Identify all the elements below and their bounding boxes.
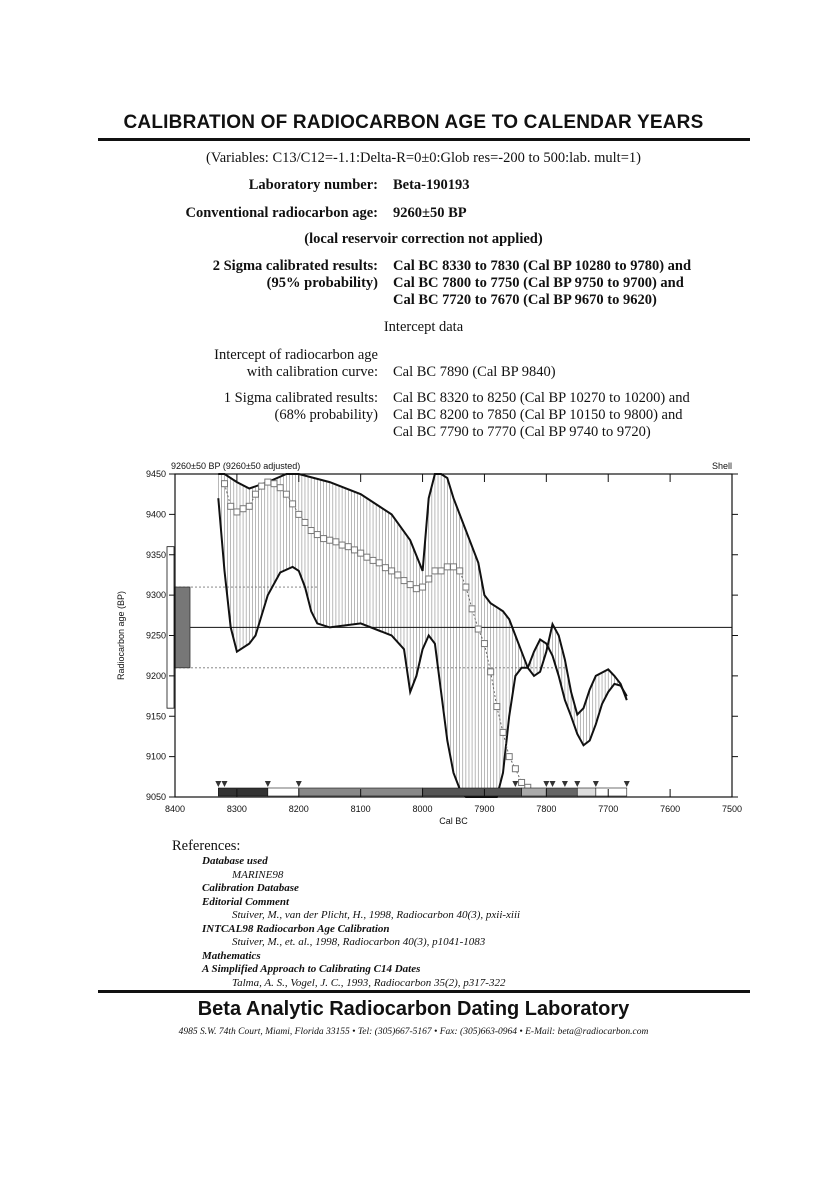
sigma2-label: 2 Sigma calibrated results: (212, 258, 378, 274)
y-tick-label: 9250 (145, 630, 166, 641)
y-tick-label: 9400 (145, 509, 166, 520)
calibration-point (240, 506, 246, 512)
range-marker (296, 781, 302, 787)
calibration-point (401, 578, 407, 584)
x-tick-label: 7900 (474, 804, 495, 814)
lab-name: Beta Analytic Radiocarbon Dating Laboratory (197, 998, 630, 1020)
calibration-point (376, 560, 382, 566)
calibration-point (246, 503, 252, 509)
conventional-age-value: 9260±50 BP (393, 205, 467, 221)
calibration-point (277, 485, 283, 491)
calibration-point (321, 536, 327, 542)
y-tick-label: 9200 (145, 670, 166, 681)
calibration-point (413, 586, 419, 592)
calendar-range-bar (596, 788, 627, 796)
reference-head: Mathematics (202, 949, 261, 962)
calendar-range-bar (423, 788, 522, 796)
range-marker (593, 781, 599, 787)
y-tick-label: 9300 (145, 590, 166, 601)
footer-rule (98, 990, 750, 993)
y-tick-label: 9150 (145, 711, 166, 722)
references-list (202, 855, 520, 990)
calibration-point (463, 584, 469, 590)
variables-line: (Variables: C13/C12=-1.1:Delta-R=0±0:Glob res=-200 to 500:lab. mult=1) (206, 150, 641, 166)
calendar-range-bar (268, 788, 299, 796)
calibration-point (407, 582, 413, 588)
calibration-point (444, 564, 450, 570)
lab-number-label: Laboratory number: (248, 177, 378, 193)
calibration-point (519, 779, 525, 785)
lab-address: 4985 S.W. 74th Court, Miami, Florida 33155 • Tel: (305)667-5167 • Fax: (305)663-0964 • E-Mail: beta@radiocarbon.com (178, 1027, 649, 1037)
y-tick-label: 9450 (145, 469, 166, 479)
calibration-point (494, 704, 500, 710)
lower-envelope-line (218, 498, 627, 797)
x-tick-label: 7500 (721, 804, 743, 814)
calibration-point (308, 528, 314, 534)
page-title: CALIBRATION OF RADIOCARBON AGE TO CALENDAR YEARS (123, 112, 704, 133)
sigma1-result-1: Cal BC 8320 to 8250 (Cal BP 10270 to 10200) and (393, 390, 690, 406)
calibration-point (389, 568, 395, 574)
sigma1-result-2: Cal BC 8200 to 7850 (Cal BP 10150 to 9800) and (393, 407, 683, 423)
reference-head: A Simplified Approach to Calibrating C14 Dates (202, 963, 421, 975)
calibration-point (506, 754, 512, 760)
calibration-point (364, 554, 370, 560)
reference-head: Calibration Database (202, 882, 299, 894)
reference-head: INTCAL98 Radiocarbon Age Calibration (202, 922, 390, 935)
range-marker (562, 781, 568, 787)
y-tick-label: 9350 (145, 549, 166, 560)
calibration-point (271, 481, 277, 487)
calibration-point (327, 537, 333, 543)
x-tick-label: 8000 (412, 804, 433, 814)
calibration-point (283, 491, 289, 497)
calibration-point (265, 479, 271, 485)
calibration-chart (110, 452, 750, 837)
calendar-range-bar (522, 788, 547, 796)
calibration-point (500, 729, 506, 735)
calibration-point (252, 491, 258, 497)
intercept-value: Cal BC 7890 (Cal BP 9840) (393, 364, 556, 380)
calibration-point (259, 483, 265, 489)
lab-number-value: Beta-190193 (393, 177, 470, 193)
calibration-point (457, 568, 463, 574)
x-tick-label: 8400 (164, 804, 186, 814)
x-tick-label: 7800 (536, 804, 557, 814)
calibration-point (420, 584, 426, 590)
sigma1-label: 1 Sigma calibrated results: (223, 390, 378, 406)
calibration-point (302, 519, 308, 525)
calibration-point (426, 576, 432, 582)
range-marker (512, 781, 518, 787)
calibration-point (451, 564, 457, 570)
sigma1-result-3: Cal BC 7790 to 7770 (Cal BP 9740 to 9720) (393, 424, 651, 440)
range-marker (222, 781, 228, 787)
x-tick-label: 7700 (598, 804, 619, 814)
calibration-point (432, 568, 438, 574)
sigma1-box (174, 587, 190, 668)
reference-body: Stuiver, M., van der Plicht, H., 1998, Radiocarbon 40(3), pxii-xiii (232, 909, 521, 921)
calibration-point (358, 550, 364, 556)
x-tick-label: 8300 (226, 804, 247, 814)
calibration-point (481, 641, 487, 647)
calibration-point (370, 557, 376, 563)
chart-top-left-label: 9260±50 BP (9260±50 adjusted) (171, 461, 301, 471)
x-tick-label: 7600 (660, 804, 681, 814)
x-tick-label: 8100 (350, 804, 371, 814)
calibration-point (222, 481, 228, 487)
calibration-point (345, 544, 351, 550)
calibration-point (333, 539, 339, 545)
sigma1-probability: (68% probability) (274, 407, 378, 423)
x-axis-label: Cal BC (439, 816, 468, 826)
calibration-point (339, 542, 345, 548)
calibration-point (234, 509, 240, 515)
y-tick-label: 9050 (145, 792, 166, 802)
range-marker (215, 781, 221, 787)
calendar-range-bar (577, 788, 596, 796)
conventional-age-label: Conventional radiocarbon age: (185, 205, 378, 221)
range-marker (624, 781, 630, 787)
sigma2-result-1: Cal BC 8330 to 7830 (Cal BP 10280 to 9780) and (393, 258, 692, 274)
range-marker (550, 781, 556, 787)
calibration-point (351, 547, 357, 553)
range-marker (265, 781, 271, 787)
calibration-point (488, 669, 494, 675)
references-heading: References: (172, 838, 241, 854)
x-tick-label: 8200 (288, 804, 309, 814)
reference-body: Talma, A. S., Vogel, J. C., 1993, Radiocarbon 35(2), p317-322 (232, 976, 506, 989)
chart-top-right-label: Shell (711, 461, 732, 471)
calibration-point (475, 626, 481, 632)
range-marker (543, 781, 549, 787)
sigma2-box (167, 547, 174, 709)
calibration-point (228, 503, 234, 509)
y-tick-label: 9100 (145, 751, 166, 762)
title-rule (98, 138, 750, 141)
intercept-label-2: with calibration curve: (246, 364, 378, 380)
calibration-point (296, 511, 302, 517)
reservoir-note: (local reservoir correction not applied) (304, 231, 543, 247)
reference-head: Database used (202, 855, 268, 867)
calibration-point (382, 565, 388, 571)
calibration-point (512, 766, 518, 772)
reference-head: Editorial Comment (202, 895, 290, 908)
calendar-range-bar (218, 788, 268, 796)
calibration-point (395, 572, 401, 578)
calendar-range-bar (546, 788, 577, 796)
calibration-point (314, 532, 320, 538)
sigma2-probability: (95% probability) (266, 275, 378, 291)
reference-body: Stuiver, M., et. al., 1998, Radiocarbon 40(3), p1041-1083 (232, 936, 486, 948)
calibration-point (469, 606, 475, 612)
sigma2-result-2: Cal BC 7800 to 7750 (Cal BP 9750 to 9700) and (393, 275, 684, 291)
calibration-point (438, 568, 444, 574)
intercept-heading: Intercept data (383, 319, 464, 335)
intercept-label-1: Intercept of radiocarbon age (214, 347, 378, 363)
calibration-point (290, 501, 296, 507)
sigma2-result-3: Cal BC 7720 to 7670 (Cal BP 9670 to 9620) (393, 292, 657, 308)
range-marker (574, 781, 580, 787)
reference-body: MARINE98 (232, 868, 284, 881)
y-axis-label: Radiocarbon age (BP) (116, 590, 126, 681)
